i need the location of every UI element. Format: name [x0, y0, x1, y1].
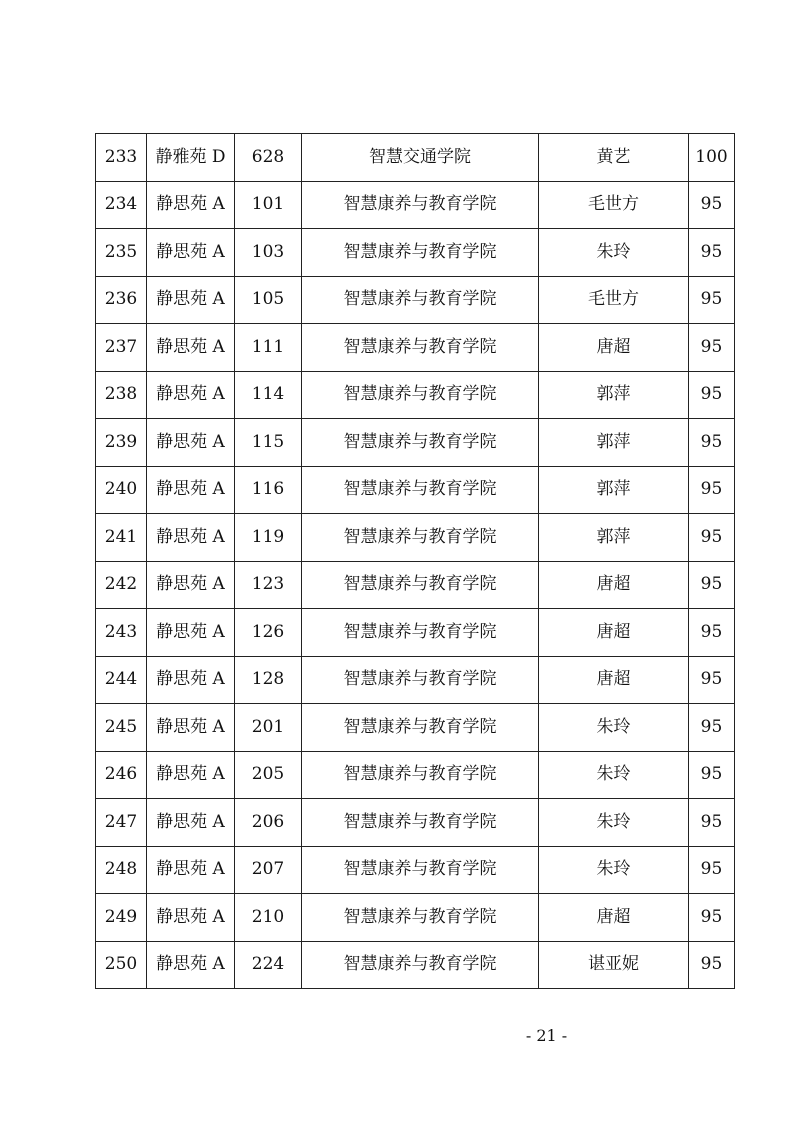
table-row — [96, 134, 735, 182]
teacher-cell: 唐超 — [539, 609, 689, 657]
building-cell: 静思苑 A — [147, 371, 235, 419]
room-number-cell: 126 — [235, 609, 302, 657]
table-row — [96, 799, 735, 847]
building-cell: 静思苑 A — [147, 276, 235, 324]
serial-number-cell: 233 — [96, 134, 147, 182]
table-row — [96, 846, 735, 894]
table-row — [96, 371, 735, 419]
serial-number-cell: 248 — [96, 846, 147, 894]
serial-number-cell: 239 — [96, 419, 147, 467]
teacher-cell: 朱玲 — [539, 229, 689, 277]
score-cell: 95 — [689, 846, 735, 894]
room-number-cell: 105 — [235, 276, 302, 324]
table-body — [96, 134, 735, 989]
page-number: - 21 - — [525, 1026, 568, 1045]
teacher-cell: 朱玲 — [539, 704, 689, 752]
building-cell: 静思苑 A — [147, 799, 235, 847]
serial-number-cell: 244 — [96, 656, 147, 704]
teacher-cell: 唐超 — [539, 324, 689, 372]
room-number-cell: 103 — [235, 229, 302, 277]
table-row — [96, 751, 735, 799]
room-number-cell: 114 — [235, 371, 302, 419]
serial-number-cell: 243 — [96, 609, 147, 657]
score-cell: 95 — [689, 514, 735, 562]
college-cell: 智慧康养与教育学院 — [302, 846, 539, 894]
teacher-cell: 郭萍 — [539, 466, 689, 514]
room-number-cell: 111 — [235, 324, 302, 372]
college-cell: 智慧康养与教育学院 — [302, 751, 539, 799]
building-cell: 静思苑 A — [147, 609, 235, 657]
serial-number-cell: 249 — [96, 894, 147, 942]
building-cell: 静雅苑 D — [147, 134, 235, 182]
table-row — [96, 561, 735, 609]
dormitory-score-table — [95, 133, 735, 989]
college-cell: 智慧康养与教育学院 — [302, 941, 539, 989]
serial-number-cell: 245 — [96, 704, 147, 752]
building-cell: 静思苑 A — [147, 894, 235, 942]
building-cell: 静思苑 A — [147, 229, 235, 277]
table-row — [96, 276, 735, 324]
score-cell: 95 — [689, 704, 735, 752]
score-cell: 95 — [689, 229, 735, 277]
serial-number-cell: 242 — [96, 561, 147, 609]
college-cell: 智慧康养与教育学院 — [302, 371, 539, 419]
table-row — [96, 229, 735, 277]
building-cell: 静思苑 A — [147, 466, 235, 514]
serial-number-cell: 241 — [96, 514, 147, 562]
building-cell: 静思苑 A — [147, 704, 235, 752]
teacher-cell: 谌亚妮 — [539, 941, 689, 989]
room-number-cell: 210 — [235, 894, 302, 942]
serial-number-cell: 240 — [96, 466, 147, 514]
room-number-cell: 207 — [235, 846, 302, 894]
teacher-cell: 郭萍 — [539, 514, 689, 562]
college-cell: 智慧康养与教育学院 — [302, 466, 539, 514]
building-cell: 静思苑 A — [147, 846, 235, 894]
room-number-cell: 123 — [235, 561, 302, 609]
college-cell: 智慧康养与教育学院 — [302, 656, 539, 704]
room-number-cell: 101 — [235, 181, 302, 229]
table-row — [96, 941, 735, 989]
college-cell: 智慧康养与教育学院 — [302, 419, 539, 467]
college-cell: 智慧康养与教育学院 — [302, 799, 539, 847]
room-number-cell: 201 — [235, 704, 302, 752]
teacher-cell: 毛世方 — [539, 181, 689, 229]
building-cell: 静思苑 A — [147, 419, 235, 467]
room-number-cell: 128 — [235, 656, 302, 704]
teacher-cell: 朱玲 — [539, 799, 689, 847]
table-row — [96, 466, 735, 514]
serial-number-cell: 237 — [96, 324, 147, 372]
serial-number-cell: 250 — [96, 941, 147, 989]
building-cell: 静思苑 A — [147, 656, 235, 704]
table-row — [96, 324, 735, 372]
room-number-cell: 116 — [235, 466, 302, 514]
college-cell: 智慧康养与教育学院 — [302, 276, 539, 324]
table-row — [96, 704, 735, 752]
college-cell: 智慧康养与教育学院 — [302, 324, 539, 372]
college-cell: 智慧康养与教育学院 — [302, 514, 539, 562]
serial-number-cell: 247 — [96, 799, 147, 847]
room-number-cell: 628 — [235, 134, 302, 182]
teacher-cell: 毛世方 — [539, 276, 689, 324]
building-cell: 静思苑 A — [147, 514, 235, 562]
building-cell: 静思苑 A — [147, 181, 235, 229]
teacher-cell: 朱玲 — [539, 751, 689, 799]
table-row — [96, 609, 735, 657]
room-number-cell: 115 — [235, 419, 302, 467]
teacher-cell: 唐超 — [539, 561, 689, 609]
score-cell: 95 — [689, 751, 735, 799]
serial-number-cell: 238 — [96, 371, 147, 419]
serial-number-cell: 236 — [96, 276, 147, 324]
college-cell: 智慧康养与教育学院 — [302, 894, 539, 942]
college-cell: 智慧康养与教育学院 — [302, 704, 539, 752]
table-row — [96, 181, 735, 229]
table-row — [96, 419, 735, 467]
score-cell: 95 — [689, 609, 735, 657]
college-cell: 智慧康养与教育学院 — [302, 181, 539, 229]
room-number-cell: 224 — [235, 941, 302, 989]
teacher-cell: 唐超 — [539, 656, 689, 704]
serial-number-cell: 234 — [96, 181, 147, 229]
building-cell: 静思苑 A — [147, 324, 235, 372]
college-cell: 智慧康养与教育学院 — [302, 609, 539, 657]
score-cell: 95 — [689, 656, 735, 704]
room-number-cell: 205 — [235, 751, 302, 799]
building-cell: 静思苑 A — [147, 561, 235, 609]
college-cell: 智慧交通学院 — [302, 134, 539, 182]
serial-number-cell: 246 — [96, 751, 147, 799]
table-row — [96, 894, 735, 942]
score-cell: 100 — [689, 134, 735, 182]
teacher-cell: 唐超 — [539, 894, 689, 942]
score-cell: 95 — [689, 561, 735, 609]
building-cell: 静思苑 A — [147, 751, 235, 799]
teacher-cell: 黄艺 — [539, 134, 689, 182]
college-cell: 智慧康养与教育学院 — [302, 561, 539, 609]
score-cell: 95 — [689, 324, 735, 372]
room-number-cell: 119 — [235, 514, 302, 562]
score-cell: 95 — [689, 371, 735, 419]
score-cell: 95 — [689, 181, 735, 229]
table-row — [96, 514, 735, 562]
score-cell: 95 — [689, 799, 735, 847]
score-cell: 95 — [689, 276, 735, 324]
college-cell: 智慧康养与教育学院 — [302, 229, 539, 277]
serial-number-cell: 235 — [96, 229, 147, 277]
score-cell: 95 — [689, 466, 735, 514]
teacher-cell: 郭萍 — [539, 371, 689, 419]
score-cell: 95 — [689, 941, 735, 989]
score-cell: 95 — [689, 894, 735, 942]
score-cell: 95 — [689, 419, 735, 467]
room-number-cell: 206 — [235, 799, 302, 847]
teacher-cell: 朱玲 — [539, 846, 689, 894]
table-row — [96, 656, 735, 704]
building-cell: 静思苑 A — [147, 941, 235, 989]
teacher-cell: 郭萍 — [539, 419, 689, 467]
